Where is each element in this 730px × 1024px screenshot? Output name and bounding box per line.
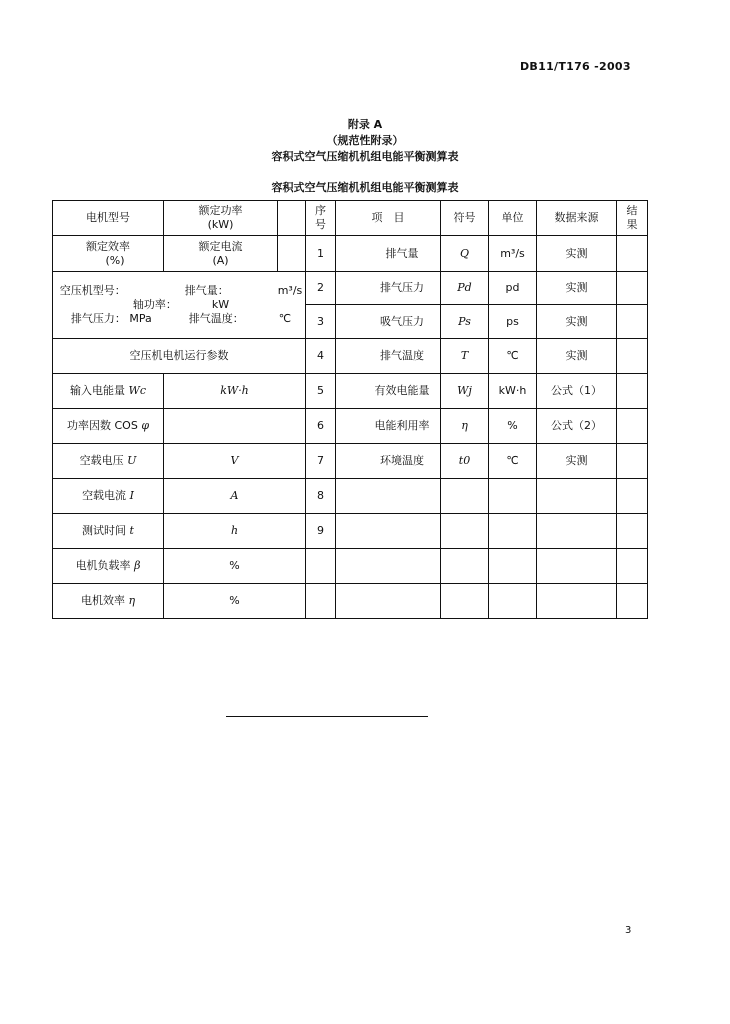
row-no: 6 [306,409,336,444]
rated-efficiency-cell [53,236,164,272]
row-result [617,339,648,374]
table-row [53,549,648,584]
param-unit: % [164,549,306,584]
rated-efficiency-label: 额定效率 [86,239,130,253]
row-no: 1 [306,236,336,272]
row-unit [489,549,537,584]
row-item: 有效电能量 [336,374,441,409]
row-no [306,584,336,619]
header-source: 数据来源 [537,201,617,236]
param-name-cell [53,479,164,514]
header-rated-power [164,201,278,236]
row-unit: ℃ [489,339,537,374]
rated-current-value [278,236,306,272]
header-rated-power-unit: (kW) [207,218,234,231]
row-item [336,584,441,619]
param-name-cell [53,374,164,409]
compressor-pressure-label: 排气压力： [70,312,126,325]
end-rule [226,716,428,717]
table-row [53,514,648,549]
row-no: 9 [306,514,336,549]
table-title: 容积式空气压缩机机组电能平衡测算表 [271,181,459,194]
row-no: 5 [306,374,336,409]
param-name-cell [53,409,164,444]
param-name: 输入电能量 [70,384,126,397]
rated-efficiency-unit: (%) [105,253,125,267]
header-item: 项 目 [336,201,441,236]
param-symbol: Wc [128,384,146,397]
row-symbol: t0 [441,444,489,479]
row-source [537,479,617,514]
compressor-model-label: 空压机型号： [59,284,126,297]
param-symbol: β [134,559,141,572]
param-name-cell [53,444,164,479]
row-result [617,374,648,409]
annex-main-title: 容积式空气压缩机机组电能平衡测算表 [271,150,459,163]
compressor-line-1 [59,284,303,298]
document-id: DB11/T176 -2003 [520,60,631,73]
table-row [53,409,648,444]
table-header-row [53,201,648,236]
row-source: 实测 [537,272,617,305]
row-unit [489,514,537,549]
row-source: 实测 [537,339,617,374]
param-name-cell [53,584,164,619]
param-unit: A [164,479,306,514]
param-symbol: t [129,524,134,537]
header-result-1: 结 [626,204,638,217]
row-symbol: Pd [441,272,489,305]
header-unit: 单位 [489,201,537,236]
row-no: 3 [306,305,336,339]
row-unit: kW·h [489,374,537,409]
rated-current-cell [164,236,278,272]
row-source: 实测 [537,444,617,479]
table-row [53,444,648,479]
header-motor-type: 电机型号 [53,201,164,236]
row-result [617,549,648,584]
row-result [617,514,648,549]
param-symbol: η [128,594,136,607]
row-item: 电能利用率 [336,409,441,444]
row-result [617,584,648,619]
param-unit: kW·h [164,374,306,409]
energy-balance-table [52,200,648,619]
compressor-info-cell [53,272,306,339]
param-name: 空载电压 [79,454,124,467]
row-symbol: T [441,339,489,374]
row-result [617,479,648,514]
compressor-line-2 [59,298,303,312]
row-no: 7 [306,444,336,479]
row-result [617,409,648,444]
compressor-shaft-unit: kW [211,298,230,311]
param-name-cell [53,514,164,549]
table-row [53,236,648,272]
row-item: 排气量 [336,236,441,272]
row-symbol: Ps [441,305,489,339]
param-unit [164,409,306,444]
header-seq-1: 序 [315,204,326,217]
row-unit: pd [489,272,537,305]
row-unit: m³/s [489,236,537,272]
row-result [617,272,648,305]
row-unit: ps [489,305,537,339]
compressor-temp-label: 排气温度： [188,312,244,325]
row-unit [489,479,537,514]
header-result-2: 果 [626,218,638,231]
header-rated-power-label: 额定功率 [198,204,243,217]
row-source: 实测 [537,305,617,339]
row-source: 公式（2） [537,409,617,444]
compressor-discharge-label: 排气量： [184,284,229,297]
row-symbol [441,584,489,619]
rated-current-label: 额定电流 [198,239,243,253]
row-item [336,549,441,584]
table-row [53,339,648,374]
param-symbol: U [127,454,137,467]
compressor-discharge-unit: m³/s [277,284,303,297]
row-source: 实测 [537,236,617,272]
row-symbol [441,549,489,584]
compressor-line-3 [59,312,303,326]
row-result [617,444,648,479]
row-item: 吸气压力 [336,305,441,339]
row-symbol [441,479,489,514]
row-item: 环境温度 [336,444,441,479]
row-item [336,479,441,514]
header-seq-2: 号 [315,218,326,231]
page-number: 3 [625,925,632,936]
table-row [53,479,648,514]
row-no: 8 [306,479,336,514]
param-symbol: I [129,489,134,502]
param-name: 电机负载率 [75,559,131,572]
row-item: 排气压力 [336,272,441,305]
row-symbol: Q [441,236,489,272]
section-label-motor-params: 空压机电机运行参数 [53,339,306,374]
param-name: 功率因数 COS [66,419,138,432]
compressor-shaft-label: 轴功率： [132,298,177,311]
row-no: 4 [306,339,336,374]
row-symbol: Wj [441,374,489,409]
table-row [53,272,648,305]
row-unit: ℃ [489,444,537,479]
row-no [306,549,336,584]
row-result [617,305,648,339]
param-unit: h [164,514,306,549]
rated-current-unit: (A) [212,253,229,267]
row-source [537,549,617,584]
compressor-temp-unit: ℃ [278,312,292,325]
row-no: 2 [306,272,336,305]
row-source [537,584,617,619]
header-symbol: 符号 [441,201,489,236]
header-rated-power-value [278,201,306,236]
param-name: 空载电流 [82,489,127,502]
table-row [53,584,648,619]
header-seq [306,201,336,236]
param-name-cell [53,549,164,584]
row-item [336,514,441,549]
param-name: 测试时间 [82,524,127,537]
row-unit: % [489,409,537,444]
row-source [537,514,617,549]
row-unit [489,584,537,619]
row-symbol: η [441,409,489,444]
param-unit: V [164,444,306,479]
compressor-pressure-unit: MPa [129,312,152,325]
header-result [617,201,648,236]
row-item: 排气温度 [336,339,441,374]
annex-title: 附录 A [347,118,383,131]
row-symbol [441,514,489,549]
row-source: 公式（1） [537,374,617,409]
param-unit: % [164,584,306,619]
row-result [617,236,648,272]
param-name: 电机效率 [80,594,125,607]
table-row [53,374,648,409]
annex-normative-label: （规范性附录） [326,134,404,147]
param-symbol: φ [141,419,150,432]
